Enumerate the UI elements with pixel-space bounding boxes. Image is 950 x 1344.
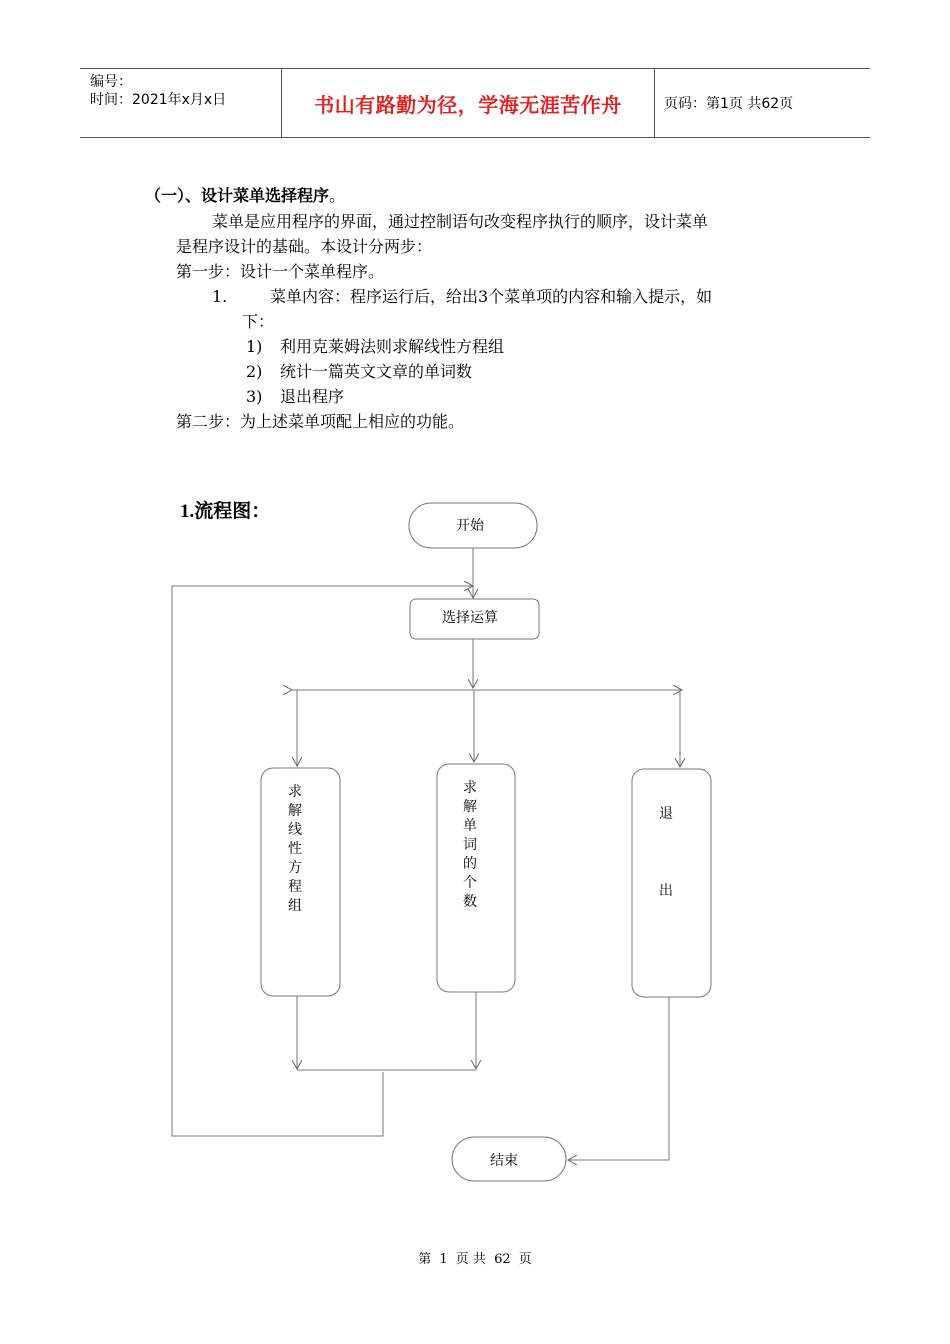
branch1-char: 性 [288,841,302,857]
serial-label: 编号： [90,74,132,90]
end-label: 结束 [490,1153,518,1169]
paragraph-line: 是程序设计的基础。本设计分两步： [176,237,433,256]
total-pages: 62 [494,1252,511,1267]
header-page-label: 页码：第1页 共62页 [664,96,794,112]
flowchart-title: 1.流程图： [180,501,271,522]
branch2-char: 的 [463,856,477,872]
current-page: 1 [439,1252,448,1267]
select-label: 选择运算 [442,610,498,626]
branch1-char: 程 [288,879,302,895]
branch2-char: 解 [463,799,477,815]
branch1-char: 求 [288,784,302,800]
branch2-char: 词 [463,837,477,853]
sub-item-text: 利用克莱姆法则求解线性方程组 [280,337,505,356]
branch1-char: 方 [288,860,302,876]
branch2-char: 求 [463,780,477,796]
branch1-char: 线 [288,822,302,838]
header-motto: 书山有路勤为径，学海无涯苦作舟 [314,92,622,117]
start-label: 开始 [456,518,484,534]
page-footer: 第 1 页 共 62 页 [418,1252,532,1267]
date-label: 时间：2021年x月x日 [90,92,227,108]
step-one: 第一步：设计一个菜单程序。 [176,262,385,281]
branch2-char: 单 [463,818,477,834]
branch2-char: 个 [463,875,477,891]
branch1-char: 组 [288,898,302,914]
branch3-char: 退 [659,806,673,822]
list-item-number: 1. [212,287,228,306]
section-heading: （一）、设计菜单选择程序。 [145,186,346,205]
step-two: 第二步：为上述菜单项配上相应的功能。 [176,412,465,431]
sub-item-text: 统计一篇英文文章的单词数 [280,362,473,381]
list-item-text: 菜单内容：程序运行后，给出3个菜单项的内容和输入提示，如 [270,287,713,306]
paragraph-line: 菜单是应用程序的界面，通过控制语句改变程序执行的顺序，设计菜单 [212,212,709,231]
branch3-char: 出 [659,883,673,899]
sub-item-number: 1) [246,337,263,356]
branch2-char: 数 [463,894,477,910]
branch1-char: 解 [288,803,302,819]
sub-item-number: 3) [246,387,263,406]
list-item-text: 下： [242,312,275,331]
sub-item-text: 退出程序 [280,387,345,406]
exit-to-end-line [568,997,669,1160]
sub-item-number: 2) [246,362,263,381]
